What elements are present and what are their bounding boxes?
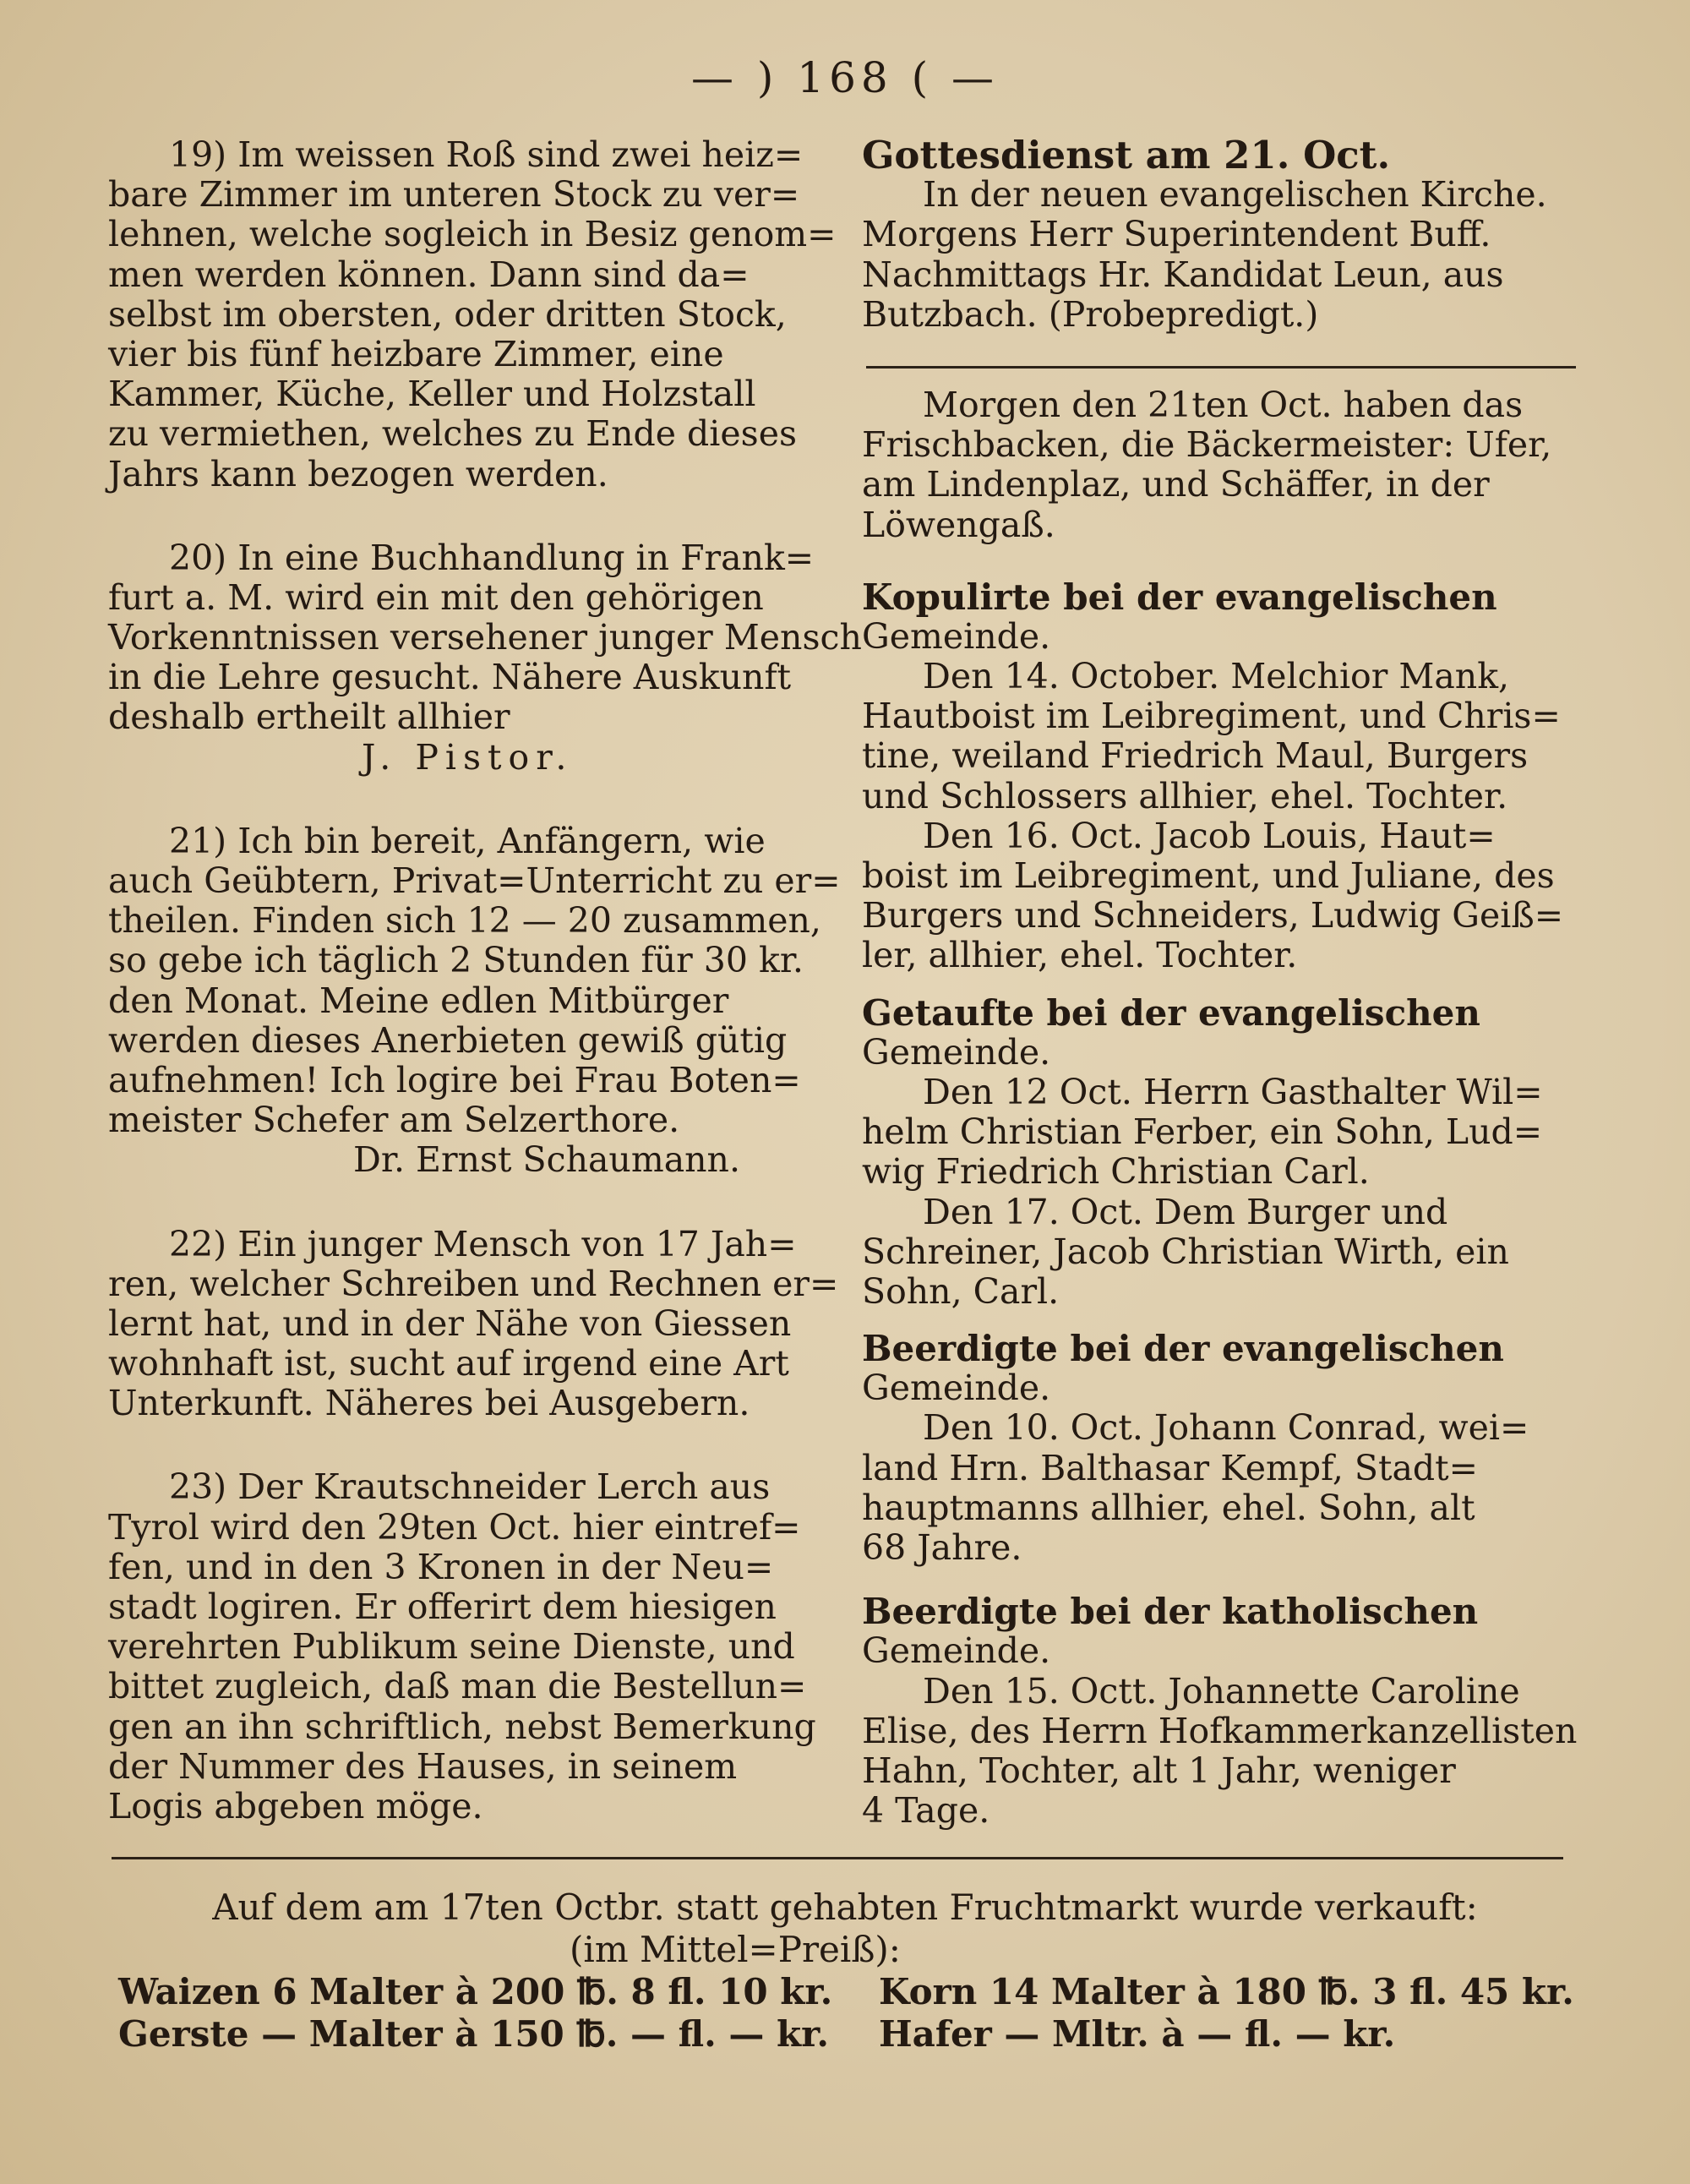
text-line: und Schlossers allhier, ehel. Tochter. xyxy=(862,775,1508,816)
text-line: ler, allhier, ehel. Tochter. xyxy=(862,935,1298,976)
text-line: meister Schefer am Selzerthore. xyxy=(108,1100,680,1141)
text-line: furt a. M. wird ein mit den gehörigen xyxy=(108,576,764,618)
text-line: Logis abgeben möge. xyxy=(108,1785,483,1826)
text-line: bare Zimmer im unteren Stock zu ver= xyxy=(108,174,800,216)
text-line: Den 10. Oct. Johann Conrad, wei= xyxy=(923,1407,1529,1449)
text-line: aufnehmen! Ich logire bei Frau Boten= xyxy=(108,1059,801,1100)
grain-market-report xyxy=(118,1886,1572,2056)
text-line: 21) Ich bin bereit, Anfängern, wie xyxy=(169,820,766,861)
waizen-price: Waizen 6 Malter à 200 ℔. 8 fl. 10 kr. xyxy=(118,1971,833,2012)
burials-catholic-section xyxy=(862,1592,1582,1831)
text-line: der Nummer des Hauses, in seinem xyxy=(108,1745,738,1787)
text-line: boist im Leibregiment, und Juliane, des xyxy=(862,855,1555,896)
text-line: Tyrol wird den 29ten Oct. hier eintref= xyxy=(108,1506,801,1548)
text-line: 19) Im weissen Roß sind zwei heiz= xyxy=(169,134,804,175)
text-line: Den 17. Oct. Dem Burger und xyxy=(923,1191,1448,1232)
market-subtitle: (im Mittel=Preiß): xyxy=(570,1929,901,1970)
text-line: fen, und in den 3 Kronen in der Neu= xyxy=(108,1546,774,1587)
text-line: ren, welcher Schreiben und Rechnen er= xyxy=(108,1263,839,1304)
page-number-header: — ) 168 ( — xyxy=(690,53,1000,102)
text-line: Morgen den 21ten Oct. haben das xyxy=(923,384,1524,425)
section-divider-rule xyxy=(112,1857,1563,1859)
text-line: Butzbach. (Probepredigt.) xyxy=(862,293,1319,335)
text-line: lernt hat, und in der Nähe von Giessen xyxy=(108,1302,792,1344)
text-line: In der neuen evangelischen Kirche. xyxy=(923,174,1547,216)
advertisement-19 xyxy=(108,134,837,494)
text-line: Den 16. Oct. Jacob Louis, Haut= xyxy=(923,815,1496,856)
text-line: wohnhaft ist, sucht auf irgend eine Art xyxy=(108,1343,789,1384)
text-line: so gebe ich täglich 2 Stunden für 30 kr. xyxy=(108,940,804,981)
text-line: theilen. Finden sich 12 — 20 zusammen, xyxy=(108,900,821,942)
text-line: 4 Tage. xyxy=(862,1790,990,1832)
text-line: am Lindenplaz, und Schäffer, in der xyxy=(862,464,1490,505)
market-row xyxy=(118,2013,1572,2056)
text-line: 20) In eine Buchhandlung in Frank= xyxy=(169,537,815,578)
text-line: verehrten Publikum seine Dienste, und xyxy=(108,1626,795,1668)
market-title: Auf dem am 17ten Octbr. statt gehabten Fruchtmarkt wurde verkauft: xyxy=(212,1886,1478,1928)
text-line: zu vermiethen, welches zu Ende dieses xyxy=(108,413,797,455)
column-divider-rule xyxy=(866,366,1576,369)
text-line: Morgens Herr Superintendent Buff. xyxy=(862,214,1491,255)
signature: J. Pistor. xyxy=(362,736,574,778)
text-line: Hahn, Tochter, alt 1 Jahr, weniger xyxy=(862,1750,1456,1791)
market-row xyxy=(118,1971,1572,2013)
text-line: lehnen, welche sogleich in Besiz genom= xyxy=(108,214,837,255)
bakers-notice xyxy=(862,385,1582,545)
text-line: tine, weiland Friedrich Maul, Burgers xyxy=(862,735,1529,777)
text-line: Den 14. October. Melchior Mank, xyxy=(923,656,1510,697)
text-line: Jahrs kann bezogen werden. xyxy=(108,453,608,494)
text-line: den Monat. Meine edlen Mitbürger xyxy=(108,980,729,1021)
text-line: auch Geübtern, Privat=Unterricht zu er= xyxy=(108,860,841,901)
section-heading: Beerdigte bei der evangelischen xyxy=(862,1328,1504,1370)
text-line: 23) Der Krautschneider Lerch aus xyxy=(169,1466,771,1508)
text-line: Löwengaß. xyxy=(862,504,1055,545)
section-heading: Gottesdienst am 21. Oct. xyxy=(862,133,1391,177)
text-line: Unterkunft. Näheres bei Ausgebern. xyxy=(108,1383,750,1424)
text-line: men werden können. Dann sind da= xyxy=(108,254,750,295)
text-line: 22) Ein junger Mensch von 17 Jah= xyxy=(169,1223,797,1264)
text-line: vier bis fünf heizbare Zimmer, eine xyxy=(108,333,724,374)
section-subheading: Gemeinde. xyxy=(862,1368,1051,1409)
text-line: Burgers und Schneiders, Ludwig Geiß= xyxy=(862,895,1564,936)
text-line: Frischbacken, die Bäckermeister: Ufer, xyxy=(862,424,1552,466)
hafer-price: Hafer — Mltr. à — fl. — kr. xyxy=(879,2013,1396,2055)
text-line: Schreiner, Jacob Christian Wirth, ein xyxy=(862,1231,1509,1272)
advertisement-23 xyxy=(108,1467,828,1826)
text-line: 68 Jahre. xyxy=(862,1527,1022,1568)
text-line: Hautboist im Leibregiment, und Chris= xyxy=(862,696,1561,737)
section-heading: Kopulirte bei der evangelischen xyxy=(862,576,1497,618)
right-column xyxy=(862,135,1582,1863)
advertisement-21 xyxy=(108,820,841,1181)
text-line: helm Christian Ferber, ein Sohn, Lud= xyxy=(862,1111,1543,1153)
text-line: in die Lehre gesucht. Nähere Auskunft xyxy=(108,657,792,698)
section-heading: Beerdigte bei der katholischen xyxy=(862,1591,1479,1633)
advertisement-20 xyxy=(108,537,862,778)
advertisement-22 xyxy=(108,1223,839,1424)
text-line: werden dieses Anerbieten gewiß gütig xyxy=(108,1019,788,1061)
church-service-section xyxy=(862,135,1582,335)
left-column xyxy=(108,134,862,1870)
text-line: bittet zugleich, daß man die Bestellun= xyxy=(108,1666,807,1707)
text-line: Den 12 Oct. Herrn Gasthalter Wil= xyxy=(923,1071,1543,1112)
marriages-section xyxy=(862,577,1582,976)
text-line: Vorkenntnissen versehener junger Mensch xyxy=(108,617,862,658)
text-line: Kammer, Küche, Keller und Holzstall xyxy=(108,374,756,415)
text-line: Den 15. Octt. Johannette Caroline xyxy=(923,1670,1520,1712)
burials-evangelical-section xyxy=(862,1329,1582,1568)
text-line: Nachmittags Hr. Kandidat Leun, aus xyxy=(862,254,1504,295)
korn-price: Korn 14 Malter à 180 ℔. 3 fl. 45 kr. xyxy=(879,1971,1574,2012)
text-line: gen an ihn schriftlich, nebst Bemerkung xyxy=(108,1706,816,1747)
baptisms-section xyxy=(862,993,1582,1313)
section-subheading: Gemeinde. xyxy=(862,1630,1051,1672)
text-line: deshalb ertheilt allhier xyxy=(108,696,510,738)
signature: Dr. Ernst Schaumann. xyxy=(353,1139,740,1181)
text-line: land Hrn. Balthasar Kempf, Stadt= xyxy=(862,1447,1478,1488)
text-line: Sohn, Carl. xyxy=(862,1270,1060,1312)
section-subheading: Gemeinde. xyxy=(862,615,1051,657)
section-heading: Getaufte bei der evangelischen xyxy=(862,991,1480,1034)
gerste-price: Gerste — Malter à 150 ℔. — fl. — kr. xyxy=(118,2013,830,2055)
text-line: hauptmanns allhier, ehel. Sohn, alt xyxy=(862,1487,1475,1528)
text-line: selbst im obersten, oder dritten Stock, xyxy=(108,293,787,335)
text-line: wig Friedrich Christian Carl. xyxy=(862,1151,1370,1193)
section-subheading: Gemeinde. xyxy=(862,1031,1051,1073)
text-line: stadt logiren. Er offerirt dem hiesigen xyxy=(108,1586,777,1627)
text-line: Elise, des Herrn Hofkammerkanzellisten xyxy=(862,1710,1578,1751)
